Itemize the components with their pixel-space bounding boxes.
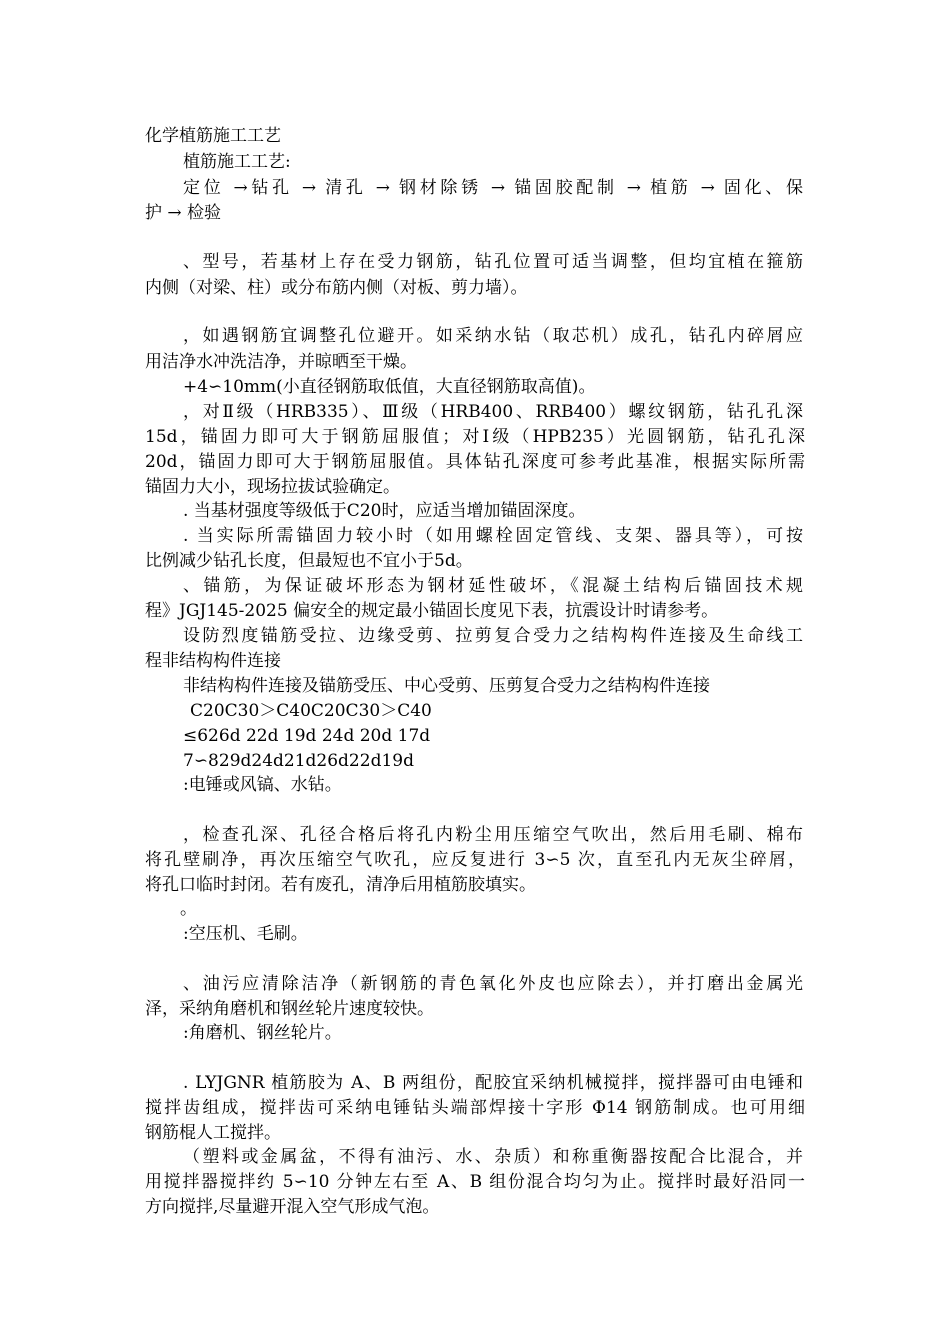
table-row: 7∽829d24d21d26d22d19d xyxy=(183,751,414,771)
text-line: 比例减少钻孔长度，但最短也不宜小于5d。 xyxy=(145,551,473,571)
text-line: 方向搅拌,尽量避开混入空气形成气泡。 xyxy=(145,1197,440,1217)
text-line: 用搅拌器搅拌约 5∽10 分钟左右至 A、B 组份混合均匀为止。搅拌时最好沿同一 xyxy=(145,1172,805,1192)
text-line: 。 xyxy=(180,899,197,919)
text-line: 泽，采纳角磨机和钢丝轮片速度较快。 xyxy=(145,999,434,1019)
text-line: 搅拌齿组成，搅拌齿可采纳电锤钻头端部焊接十字形 Φ14 钢筋制成。也可用细 xyxy=(145,1098,805,1118)
text-line: ，如遇钢筋宜调整孔位避开。如采纳水钻（取芯机）成孔，钻孔内碎屑应 xyxy=(183,326,803,346)
section-heading: 植筋施工工艺: xyxy=(183,152,291,172)
text-line: 15d，锚固力即可大于钢筋屈服值；对Ⅰ级（HPB235）光圆钢筋，钻孔孔深 xyxy=(145,427,805,447)
text-line: 内侧（对梁、柱）或分布筋内侧（对板、剪力墙）。 xyxy=(145,278,528,298)
text-line: 定位 →钻孔 → 清孔 → 钢材除锈 → 锚固胶配制 → 植筋 → 固化、保 xyxy=(183,178,803,198)
table-row: C20C30＞C40C20C30＞C40 xyxy=(190,701,432,721)
text-line: :电锤或风镐、水钻。 xyxy=(183,775,342,795)
text-line: 锚固力大小，现场拉拔试验确定。 xyxy=(145,477,400,497)
text-line: 用洁净水冲洗洁净，并晾晒至干燥。 xyxy=(145,352,417,372)
text-line: :角磨机、钢丝轮片。 xyxy=(183,1023,342,1043)
table-row: ≤626d 22d 19d 24d 20d 17d xyxy=(183,726,431,746)
text-line: 、油污应清除洁净（新钢筋的青色氧化外皮也应除去），并打磨出金属光 xyxy=(183,974,803,994)
text-line: . LYJGNR 植筋胶为 A、B 两组份，配胶宜采纳机械搅拌，搅拌器可由电锤和 xyxy=(183,1073,803,1093)
text-line: 将孔壁刷净，再次压缩空气吹孔，应反复进行 3∽5 次，直至孔内无灰尘碎屑， xyxy=(145,850,805,870)
text-line: . 当实际所需锚固力较小时（如用螺栓固定管线、支架、器具等），可按 xyxy=(183,526,803,546)
text-line: ，检查孔深、孔径合格后将孔内粉尘用压缩空气吹出，然后用毛刷、棉布 xyxy=(183,825,803,845)
document-title: 化学植筋施工工艺 xyxy=(145,126,281,146)
text-line: :空压机、毛刷。 xyxy=(183,924,308,944)
text-line: 设防烈度锚筋受拉、边缘受剪、拉剪复合受力之结构构件连接及生命线工 xyxy=(183,626,803,646)
text-line: 、锚筋，为保证破坏形态为钢材延性破坏，《混凝土结构后锚固技术规 xyxy=(183,576,803,596)
text-line: 20d，锚固力即可大于钢筋屈服值。具体钻孔深度可参考此基准，根据实际所需 xyxy=(145,452,805,472)
text-line: +4∽10mm(小直径钢筋取低值，大直径钢筋取高值)。 xyxy=(183,377,596,397)
text-line: 护 → 检验 xyxy=(145,203,222,223)
text-line: . 当基材强度等级低于C20时，应适当增加锚固深度。 xyxy=(183,501,586,521)
text-line: 、型号，若基材上存在受力钢筋，钻孔位置可适当调整，但均宜植在箍筋 xyxy=(183,252,803,272)
text-line: ，对Ⅱ级（HRB335）、Ⅲ级（HRB400、RRB400）螺纹钢筋，钻孔孔深 xyxy=(183,402,803,422)
text-line: （塑料或金属盆，不得有油污、水、杂质）和称重衡器按配合比混合，并 xyxy=(183,1147,803,1167)
text-line: 钢筋棍人工搅拌。 xyxy=(145,1123,281,1143)
text-line: 非结构构件连接及锚筋受压、中心受剪、压剪复合受力之结构构件连接 xyxy=(183,676,710,696)
text-line: 程非结构构件连接 xyxy=(145,651,281,671)
text-line: 程》JGJ145-2025 偏安全的规定最小锚固长度见下表，抗震设计时请参考。 xyxy=(145,601,719,621)
text-line: 将孔口临时封闭。若有废孔，清净后用植筋胶填实。 xyxy=(145,875,536,895)
